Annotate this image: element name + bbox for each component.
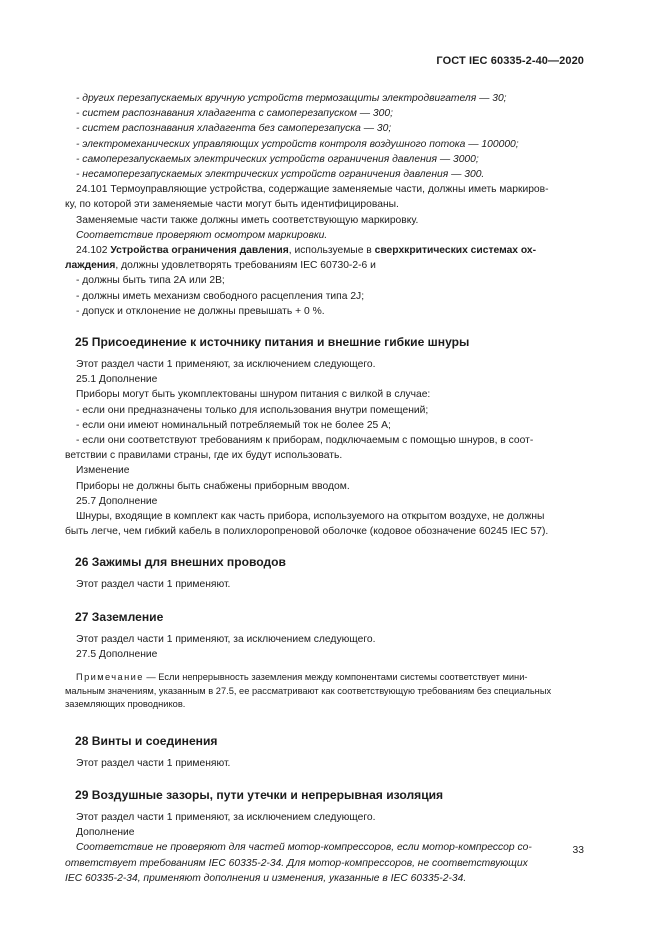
compliance-text: Соответствие не проверяют для частей мотор-компрессоров, если мотор-компрессор со-	[76, 842, 532, 854]
list-item: - должны быть типа 2А или 2В;	[76, 275, 225, 287]
list-item: - других перезапускаемых вручную устройств термозащиты электродвигателя — 30;	[76, 93, 507, 104]
list-item: - если они соответствуют требованиям к приборам, подключаемым с помощью шнуров, в соот-	[76, 435, 534, 447]
clause-text: , должны удовлетворять требованиям IEC 60730-2-6 и	[115, 260, 376, 272]
section-intro: Этот раздел части 1 применяют.	[76, 757, 231, 769]
section-intro: Этот раздел части 1 применяют.	[76, 579, 231, 591]
clause-text: , используемые в	[288, 245, 372, 257]
note-line: заземляющих проводников.	[65, 699, 186, 710]
section-heading-26: 26 Зажимы для внешних проводов	[75, 555, 286, 570]
note-label: Примечание	[76, 672, 144, 683]
note-line	[65, 671, 584, 685]
section-heading-29: 29 Воздушные зазоры, пути утечки и непрерывная изоляция	[75, 788, 444, 803]
document-id: ГОСТ IEC 60335-2-40—2020	[436, 55, 584, 67]
list-item: - допуск и отклонение не должны превышать + 0 %.	[76, 305, 325, 317]
page-number: 33	[572, 845, 584, 856]
note-line: мальным значениям, указанным в 27.5, ее рассматривают как соответствующую требованиям без специальных	[65, 685, 552, 696]
list-item: - если они предназначены только для использования внутри помещений;	[76, 404, 429, 416]
list-item: - систем распознавания хладагента без самоперезапуска — 30;	[76, 123, 392, 135]
subclause-title: 27.5 Дополнение	[76, 648, 158, 660]
list-item: - должны иметь механизм свободного расцепления типа 2J;	[76, 290, 365, 302]
list-item: - электромеханических управляющих устройств контроля воздушного потока — 100000;	[76, 138, 519, 150]
subclause-title: 25.1 Дополнение	[76, 374, 158, 386]
term-cooling: лаждения	[65, 260, 116, 272]
list-item: - если они имеют номинальный потребляемый ток не более 25 А;	[76, 419, 391, 431]
subclause-title: Дополнение	[76, 827, 135, 839]
clause-24102	[76, 243, 584, 258]
compliance-check: Соответствие проверяют осмотром маркировки.	[76, 229, 328, 241]
note-text: — Если непрерывность заземления между компонентами системы соответствует мини-	[143, 672, 528, 683]
subclause-title: 25.7 Дополнение	[76, 495, 158, 507]
section-intro: Этот раздел части 1 применяют, за исключением следующего.	[76, 812, 376, 824]
list-item: - систем распознавания хладагента с самоперезапуском — 300;	[76, 108, 393, 120]
section-heading-28: 28 Винты и соединения	[75, 733, 218, 748]
clause-24102-line2	[65, 258, 584, 273]
paragraph: Шнуры, входящие в комплект как часть прибора, используемого на открытом воздухе, не должны	[76, 511, 545, 523]
section-heading-25: 25 Присоединение к источнику питания и внешние гибкие шнуры	[75, 335, 470, 350]
section-heading-27: 27 Заземление	[75, 609, 164, 624]
page-content	[65, 91, 584, 886]
section-intro: Этот раздел части 1 применяют, за исключением следующего.	[76, 359, 376, 371]
term-supercritical: сверхкритических системах ох-	[374, 245, 537, 257]
clause-24101-line2: ку, по которой эти заменяемые части могут быть идентифицированы.	[65, 199, 399, 211]
paragraph: Приборы не должны быть снабжены приборным вводом.	[76, 480, 350, 492]
list-item: - самоперезапускаемых электрических устройств ограничения давления — 3000;	[76, 153, 479, 165]
clause-number: 24.102	[76, 245, 108, 257]
paragraph-replaceable: Заменяемые части также должны иметь соответствующую маркировку.	[76, 214, 419, 226]
list-item-continuation: ветствии с правилами страны, где их будут использовать.	[65, 450, 343, 462]
intro-list	[76, 91, 584, 182]
paragraph-continuation: быть легче, чем гибкий кабель в полихлоропреновой оболочке (кодовое обозначение 60245 IEC 57).	[65, 526, 549, 538]
list-item: - несамоперезапускаемых электрических устройств ограничения давления — 300.	[76, 169, 485, 181]
note-block	[65, 671, 584, 712]
compliance-text: ответствует требованиям IEC 60335-2-34. Для мотор-компрессоров, не соответствующих	[65, 857, 528, 869]
term-pressure-limiter: Устройства ограничения давления	[110, 245, 289, 257]
clause-24101-line1: 24.101 Термоуправляющие устройства, содержащие заменяемые части, должны иметь маркиров-	[76, 184, 549, 196]
paragraph: Приборы могут быть укомплектованы шнуром питания с вилкой в случае:	[76, 389, 431, 401]
compliance-text: IEC 60335-2-34, применяют дополнения и изменения, указанные в IEC 60335-2-34.	[65, 872, 467, 884]
subclause-title: Изменение	[76, 465, 130, 477]
section-intro: Этот раздел части 1 применяют, за исключением следующего.	[76, 633, 376, 645]
